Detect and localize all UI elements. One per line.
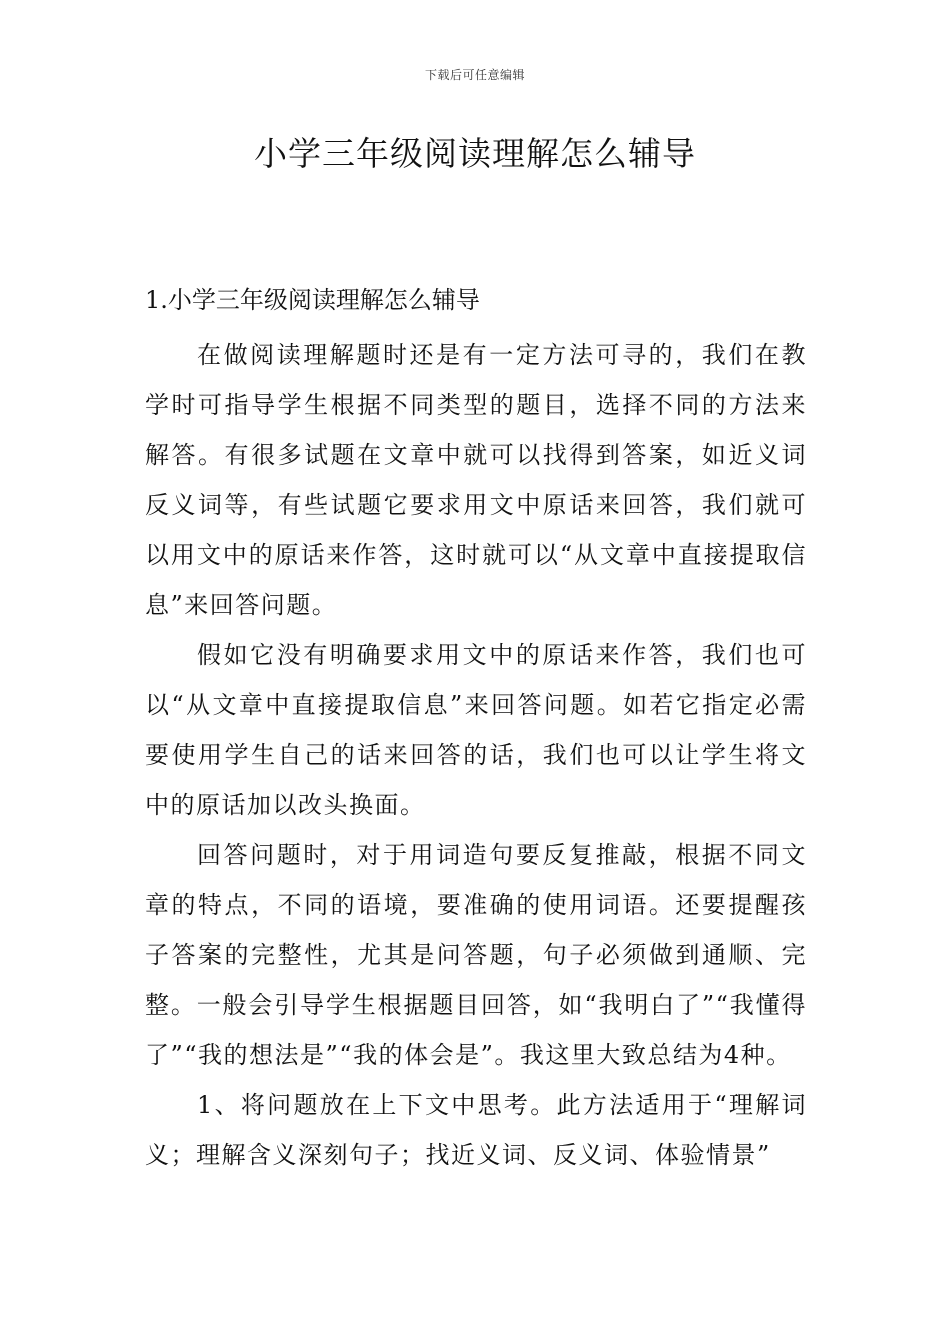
paragraph-1: 在做阅读理解题时还是有一定方法可寻的，我们在教学时可指导学生根据不同类型的题目，选择不同的方法来解答。有很多试题在文章中就可以找得到答案，如近义词反义词等，有些试题它要求用文中原话来回答，我们就可以用文中的原话来作答，这时就可以“从文章中直接提取信息”来回答问题。 bbox=[145, 341, 807, 619]
paragraph-4: 1、将问题放在上下文中思考。此方法适用于“理解词义；理解含义深刻句子；找近义词、反义词、体验情景” bbox=[145, 1091, 807, 1169]
paragraph-3: 回答问题时，对于用词造句要反复推敲，根据不同文章的特点，不同的语境，要准确的使用词语。还要提醒孩子答案的完整性，尤其是问答题，句子必须做到通顺、完整。一般会引导学生根据题目回答，如“我明白了”“我懂得了”“我的想法是”“我的体会是”。我这里大致总结为4种。 bbox=[145, 841, 807, 1069]
document-title: 小学三年级阅读理解怎么辅导 bbox=[254, 134, 696, 173]
paragraph-2: 假如它没有明确要求用文中的原话来作答，我们也可以“从文章中直接提取信息”来回答问题。如若它指定必需要使用学生自己的话来回答的话，我们也可以让学生将文中的原话加以改头换面。 bbox=[145, 641, 807, 819]
document-body bbox=[145, 280, 807, 1180]
header-note: 下载后可任意编辑 bbox=[424, 68, 525, 82]
section-heading: 1.小学三年级阅读理解怎么辅导 bbox=[145, 286, 480, 314]
